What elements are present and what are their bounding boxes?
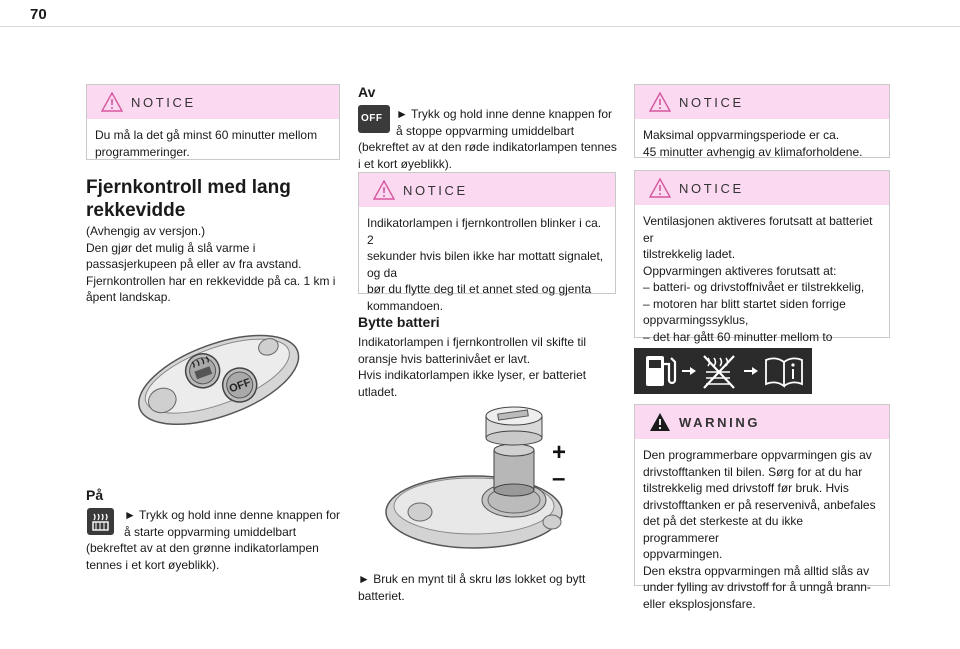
notice-body	[359, 207, 615, 320]
notice-line: sekunder hvis bilen ikke har mottatt signalet,	[367, 249, 604, 263]
text-line: passasjerkupeen på eller av fra avstand.	[86, 257, 302, 271]
notice-line: – motoren har blitt startet siden forrige	[643, 296, 846, 311]
heat-on-icon	[87, 508, 114, 535]
warning-triangle-icon	[649, 178, 671, 198]
text-line: ► Trykk og hold inne denne knappen for	[124, 508, 341, 522]
remote-control-illustration	[128, 318, 308, 438]
notice-line: Indikatorlampen i fjernkontrollen blinker i ca. 2	[367, 216, 602, 247]
coin-instruction	[358, 571, 618, 604]
notice-line: oppvarmingssyklus,	[643, 313, 749, 327]
notice-box-conditions	[634, 170, 890, 344]
notice-line: 45 minutter avhengig av klimaforholdene.	[643, 144, 863, 159]
notice-line: tilstrekkelig ladet.	[643, 247, 736, 261]
notice-title: NOTICE	[679, 181, 744, 196]
text-line: Hvis indikatorlampen ikke lyser, er batteriet	[358, 368, 587, 382]
off-instruction-rest	[358, 139, 617, 172]
section-heading-remote	[86, 176, 291, 222]
warning-line: drivstofftanken er på reservenivå, anbefales	[643, 497, 876, 512]
warning-line: det på det sterkeste at du ikke programmerer	[643, 514, 804, 545]
notice-line: – det har gått 60 minutter mellom to	[643, 329, 833, 344]
battery-plus-sign: +	[552, 439, 567, 466]
arrow-right-icon	[682, 367, 696, 375]
text-line: utladet.	[358, 384, 398, 399]
warning-title: WARNING	[679, 415, 761, 430]
fuel-warning-icon-strip	[634, 348, 812, 394]
on-instruction-first	[124, 507, 340, 540]
off-heading: Av	[358, 84, 376, 100]
notice-header	[87, 85, 339, 119]
battery-text	[358, 334, 618, 400]
arrow-right-icon	[744, 367, 758, 375]
text-line: (bekreftet av at den røde indikatorlampen tennes	[358, 140, 617, 154]
warning-body	[635, 439, 889, 618]
text-line: ► Trykk og hold inne denne knappen for	[396, 107, 613, 121]
notice-title: NOTICE	[131, 95, 196, 110]
notice-body	[87, 119, 339, 166]
notice-box-signal	[358, 172, 616, 313]
text-line: i et kort øyeblikk).	[358, 156, 453, 171]
text-line: Indikatorlampen i fjernkontrollen vil skifte til	[358, 335, 587, 349]
manual-book-icon	[766, 358, 802, 386]
text-line: ► Bruk en mynt til å skru løs lokket og bytt	[358, 572, 586, 586]
text-line: oransje hvis batterinivået er lavt.	[358, 351, 531, 366]
notice-header	[635, 85, 889, 119]
notice-line: Oppvarmingen aktiveres forutsatt at:	[643, 263, 837, 278]
notice-line: og da	[367, 265, 398, 280]
notice-line: programmeringer.	[95, 144, 190, 159]
page-number: 70	[30, 6, 47, 23]
heating-disabled-icon	[704, 356, 734, 388]
notice-line: Maksimal oppvarmingsperiode er ca.	[643, 128, 840, 142]
notice-title: NOTICE	[403, 183, 468, 198]
notice-line: bør du flytte deg til et annet sted og gjenta	[367, 282, 592, 296]
battery-replacement-illustration	[384, 402, 584, 562]
text-line: (bekreftet av at den grønne indikatorlampen	[86, 541, 319, 555]
text-line: Den gjør det mulig å slå varme i	[86, 240, 256, 255]
text-line: (Avhengig av versjon.)	[86, 224, 206, 238]
text-line: åpent landskap.	[86, 290, 171, 304]
warning-line: eller eksplosjonsfare.	[643, 596, 756, 611]
off-instruction-first	[396, 106, 612, 139]
text-line: batteriet.	[358, 588, 405, 603]
heading-line: rekkevidde	[86, 200, 186, 221]
warning-line: Den ekstra oppvarmingen må alltid slås av	[643, 563, 870, 578]
warning-line: drivstofftanken til bilen. Sørg for at du har	[643, 464, 863, 479]
battery-heading: Bytte batteri	[358, 314, 440, 330]
notice-line: kommandoen.	[367, 298, 444, 313]
warning-header	[635, 405, 889, 439]
heat-off-icon	[358, 105, 390, 133]
warning-triangle-icon	[649, 92, 671, 112]
notice-line: Du må la det gå minst 60 minutter mellom	[95, 128, 318, 142]
notice-line: – batteri- og drivstoffnivået er tilstrekkelig,	[643, 280, 865, 294]
text-line: å stoppe oppvarming umiddelbart	[396, 123, 575, 138]
notice-title: NOTICE	[679, 95, 744, 110]
notice-body	[635, 119, 889, 166]
fuel-pump-icon	[646, 356, 675, 386]
battery-minus-sign: –	[552, 465, 566, 492]
notice-box-duration	[634, 84, 890, 158]
off-icon-label: OFF	[361, 113, 383, 124]
remote-off-label: OFF	[227, 376, 253, 396]
notice-box-programming	[86, 84, 340, 160]
header-rule	[0, 26, 960, 27]
warning-line: under fylling av drivstoff for å unngå brann-	[643, 580, 871, 594]
notice-header	[359, 173, 615, 207]
warning-filled-triangle-icon	[649, 412, 671, 432]
text-line: å starte oppvarming umiddelbart	[124, 524, 297, 539]
warning-box-fuel	[634, 404, 890, 611]
warning-line: tilstrekkelig med drivstoff før bruk. Hvis	[643, 481, 849, 495]
warning-triangle-icon	[101, 92, 123, 112]
notice-body	[635, 205, 889, 368]
text-line: Fjernkontrollen har en rekkevidde på ca. 1 km i	[86, 273, 336, 288]
warning-line: oppvarmingen.	[643, 547, 723, 561]
notice-header	[635, 171, 889, 205]
heading-line: Fjernkontroll med lang	[86, 177, 291, 198]
remote-intro-text	[86, 223, 346, 306]
on-heading: På	[86, 487, 104, 503]
warning-triangle-icon	[373, 180, 395, 200]
warning-line: Den programmerbare oppvarmingen gis av	[643, 448, 872, 462]
text-line: tennes i et kort øyeblikk).	[86, 557, 220, 572]
notice-line: Ventilasjonen aktiveres forutsatt at batteriet er	[643, 214, 873, 245]
on-instruction-rest	[86, 540, 319, 573]
